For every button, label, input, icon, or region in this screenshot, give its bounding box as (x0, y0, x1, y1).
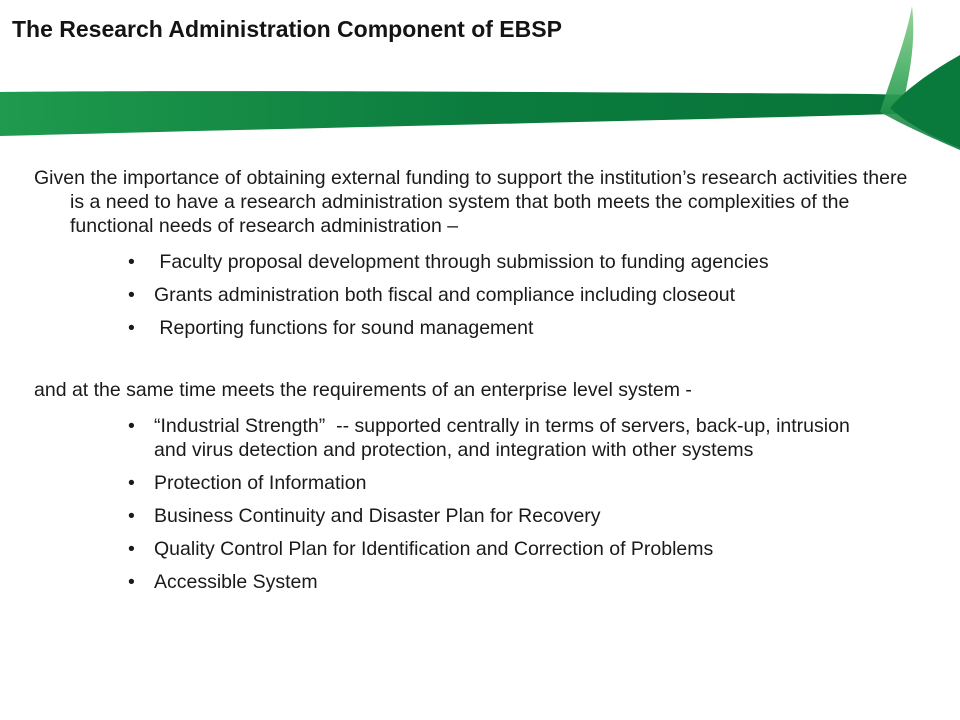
list-item: • Accessible System (128, 571, 318, 593)
bullet-icon: • (128, 538, 135, 560)
bullet-icon: • (128, 284, 135, 306)
slide-title: The Research Administration Component of EBSP (12, 16, 562, 42)
list-item: • Quality Control Plan for Identification and Correction of Problems (128, 538, 714, 560)
intro-paragraph: Given the importance of obtaining external funding to support the institution’s research activities there is a need to have a research administration system that both meets the complexities of the functional needs of research administration – (34, 167, 908, 237)
banner-band (0, 91, 960, 136)
list-item: • Business Continuity and Disaster Plan for Recovery (128, 505, 601, 527)
enterprise-paragraph: and at the same time meets the requirements of an enterprise level system - (34, 379, 692, 401)
enterprise-requirements-list (34, 414, 914, 594)
list-item: • Protection of Information (128, 472, 367, 494)
bullet-icon: • (128, 317, 135, 339)
bullet-icon: • (128, 415, 135, 437)
bullet-icon: • (128, 251, 135, 273)
list-item: • Faculty proposal development through submission to funding agencies (128, 251, 769, 273)
slide-body (34, 166, 914, 603)
bullet-icon: • (128, 472, 135, 494)
bullet-icon: • (128, 571, 135, 593)
list-item: • Reporting functions for sound management (128, 317, 534, 339)
list-item: • “Industrial Strength” -- supported centrally in terms of servers, back-up, intrusion and virus detection and protection, and integration with other systems (128, 415, 856, 461)
list-item: • Grants administration both fiscal and compliance including closeout (128, 284, 735, 306)
functional-needs-list (34, 250, 914, 340)
bullet-icon: • (128, 505, 135, 527)
